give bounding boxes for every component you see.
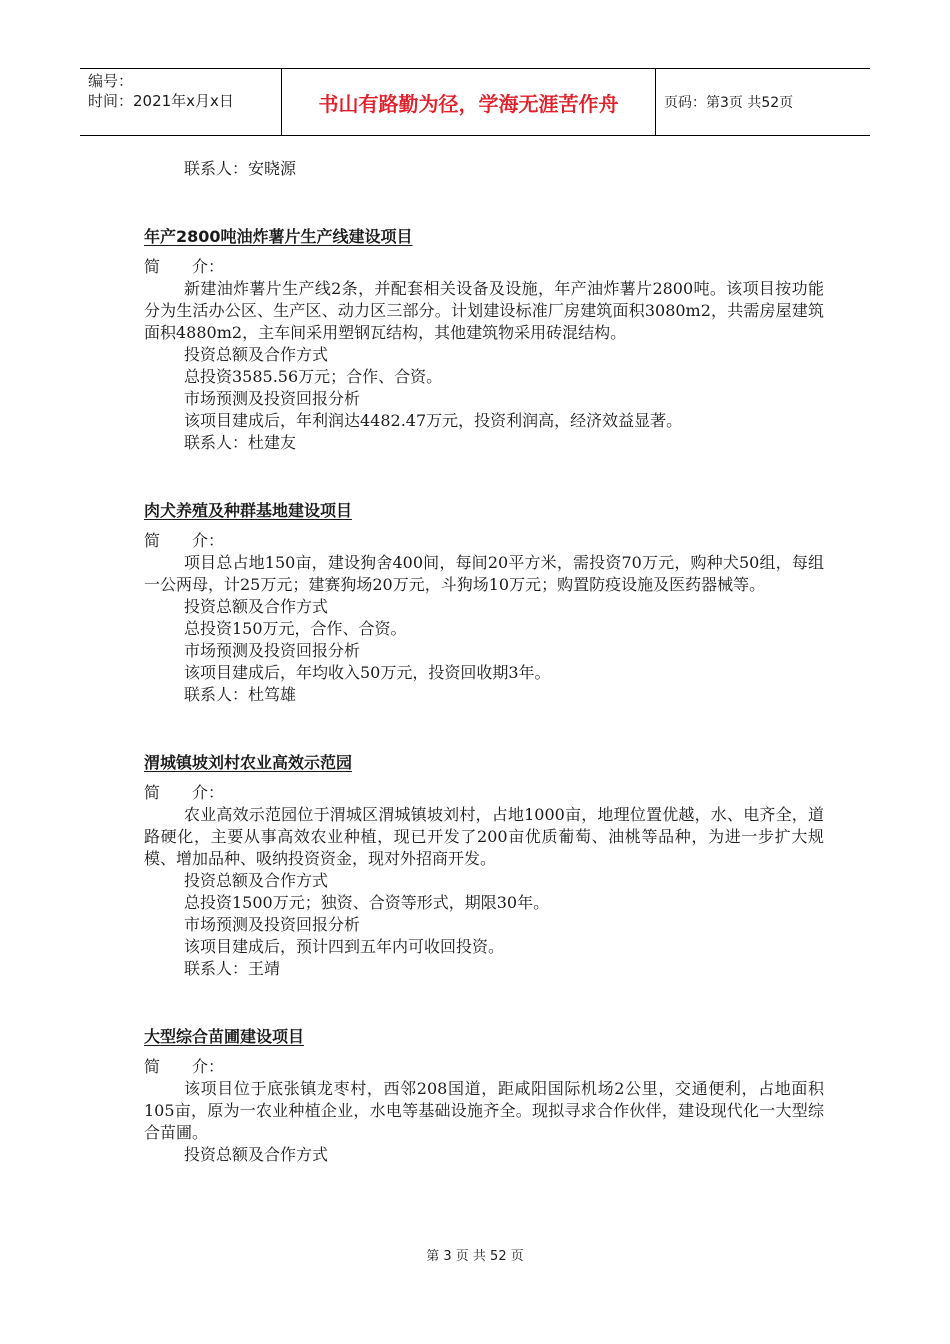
invest-text: 总投资1500万元；独资、合资等形式，期限30年。 <box>184 893 550 912</box>
top-contact: 联系人：安晓源 <box>184 159 297 178</box>
document-body <box>144 158 824 1166</box>
market-text: 该项目建成后，年均收入50万元，投资回收期3年。 <box>184 663 551 682</box>
page-header <box>80 68 870 136</box>
contact: 联系人：杜笃雄 <box>184 685 297 704</box>
intro-label: 简 介： <box>144 531 225 550</box>
intro-text: 项目总占地150亩，建设狗舍400间，每间20平方米，需投资70万元，购种犬50组，每组一公两母，计25万元；建赛狗场20万元，斗狗场10万元；购置防疫设施及医药器械等。 <box>144 553 824 594</box>
contact: 联系人：杜建友 <box>184 433 297 452</box>
header-motto: 书山有路勤为径，学海无涯苦作舟 <box>282 69 656 135</box>
header-page-info: 页码：第3页 共52页 <box>664 95 794 111</box>
project-section <box>144 500 824 706</box>
header-meta <box>80 69 282 135</box>
invest-heading: 投资总额及合作方式 <box>184 1145 329 1164</box>
intro-text: 该项目位于底张镇龙枣村，西邻208国道，距咸阳国际机场2公里，交通便利，占地面积105亩，原为一农业种植企业，水电等基础设施齐全。现拟寻求合作伙伴，建设现代化一大型综合苗圃。 <box>144 1079 824 1142</box>
intro-text: 农业高效示范园位于渭城区渭城镇坡刘村，占地1000亩，地理位置优越，水、电齐全，道路硬化，主要从事高效农业种植，现已开发了200亩优质葡萄、油桃等品种，为进一步扩大规模、增加品种、吸纳投资资金，现对外招商开发。 <box>144 805 824 868</box>
page-footer: 第 3 页 共 52 页 <box>426 1249 524 1264</box>
market-heading: 市场预测及投资回报分析 <box>184 915 361 934</box>
invest-heading: 投资总额及合作方式 <box>184 597 329 616</box>
project-title: 渭城镇坡刘村农业高效示范园 <box>144 753 353 772</box>
project-title: 大型综合苗圃建设项目 <box>144 1027 305 1046</box>
market-heading: 市场预测及投资回报分析 <box>184 641 361 660</box>
project-section <box>144 1026 824 1166</box>
market-text: 该项目建成后，预计四到五年内可收回投资。 <box>184 937 505 956</box>
invest-text: 总投资150万元，合作、合资。 <box>184 619 407 638</box>
intro-text: 新建油炸薯片生产线2条，并配套相关设备及设施，年产油炸薯片2800吨。该项目按功能分为生活办公区、生产区、动力区三部分。计划建设标准厂房建筑面积3080m2，共需房屋建筑面积4880m2，主车间采用塑钢瓦结构，其他建筑物采用砖混结构。 <box>144 279 824 342</box>
project-title: 肉犬养殖及种群基地建设项目 <box>144 501 353 520</box>
invest-text: 总投资3585.56万元；合作、合资。 <box>184 367 443 386</box>
project-section <box>144 226 824 454</box>
number-label: 编号： <box>88 72 134 90</box>
intro-label: 简 介： <box>144 783 225 802</box>
market-text: 该项目建成后，年利润达4482.47万元，投资利润高，经济效益显著。 <box>184 411 683 430</box>
time-label: 时间：2021年x月x日 <box>88 92 234 110</box>
intro-label: 简 介： <box>144 1057 225 1076</box>
project-title: 年产2800吨油炸薯片生产线建设项目 <box>144 227 413 246</box>
invest-heading: 投资总额及合作方式 <box>184 871 329 890</box>
market-heading: 市场预测及投资回报分析 <box>184 389 361 408</box>
invest-heading: 投资总额及合作方式 <box>184 345 329 364</box>
project-section <box>144 752 824 980</box>
contact: 联系人：王靖 <box>184 959 281 978</box>
intro-label: 简 介： <box>144 257 225 276</box>
